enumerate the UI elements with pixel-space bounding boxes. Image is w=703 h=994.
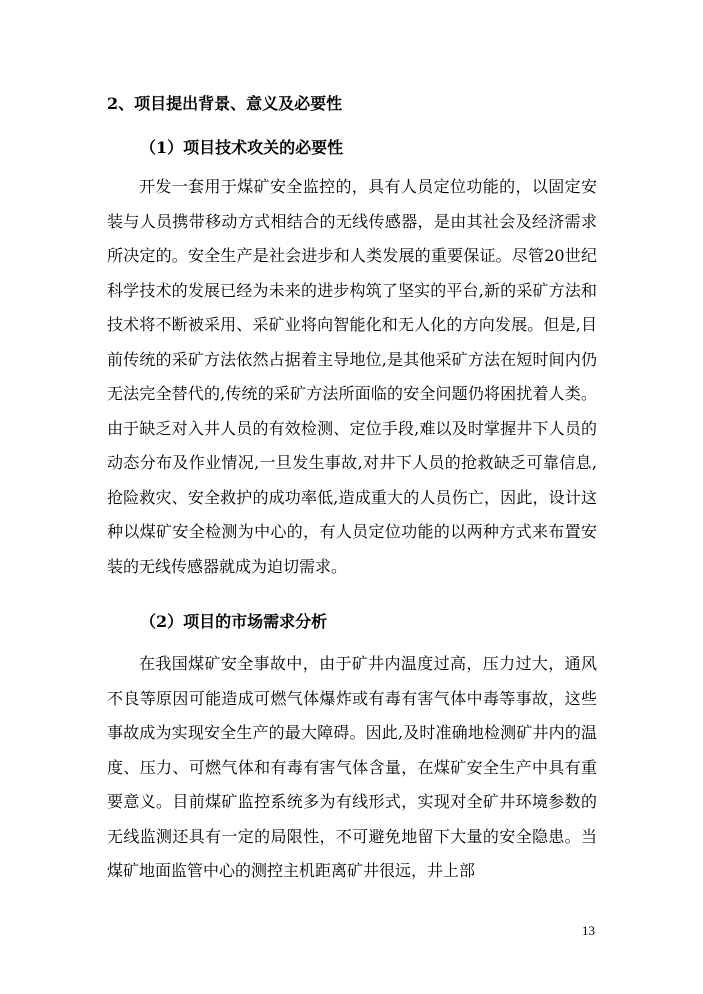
subsection-heading-necessity: （1）项目技术攻关的必要性 — [140, 138, 344, 157]
section-heading: 2、项目提出背景、意义及必要性 — [107, 94, 343, 113]
paragraph-necessity: 开发一套用于煤矿安全监控的，具有人员定位功能的，以固定安装与人员携带移动方式相结合的无线传感器，是由其社会及经济需求所决定的。安全生产是社会进步和人类发展的重要保证。尽管20世纪科学技术的发展已经为未来的进步构筑了坚实的平台,新的采矿方法和技术将不断被采用、采矿业将向智能化和无人化的方向发展。但是,目前传统的采矿方法依然占据着主导地位,是其他采矿方法在短时间内仍无法完全替代的,传统的采矿方法所面临的安全问题仍将困扰着人类。由于缺乏对入井人员的有效检测、定位手段,难以及时掌握井下人员的动态分布及作业情况,一旦发生事故,对井下人员的抢救缺乏可靠信息,抢险救灾、安全救护的成功率低,造成重大的人员伤亡，因此，设计这种以煤矿安全检测为中心的，有人员定位功能的以两种方式来布置安装的无线传感器就成为迫切需求。 — [107, 177, 597, 576]
page-number: 13 — [582, 923, 595, 938]
subsection-heading-market: （2）项目的市场需求分析 — [140, 612, 328, 631]
paragraph-market: 在我国煤矿安全事故中，由于矿井内温度过高，压力过大，通风不良等原因可能造成可燃气体爆炸或有毒有害气体中毒等事故，这些事故成为实现安全生产的最大障碍。因此,及时准确地检测矿井内的温度、压力、可燃气体和有毒有害气体含量，在煤矿安全生产中具有重要意义。目前煤矿监控系统多为有线形式，实现对全矿井环境参数的无线监测还具有一定的局限性，不可避免地留下大量的安全隐患。当煤矿地面监管中心的测控主机距离矿井很远，井上部 — [107, 654, 597, 880]
